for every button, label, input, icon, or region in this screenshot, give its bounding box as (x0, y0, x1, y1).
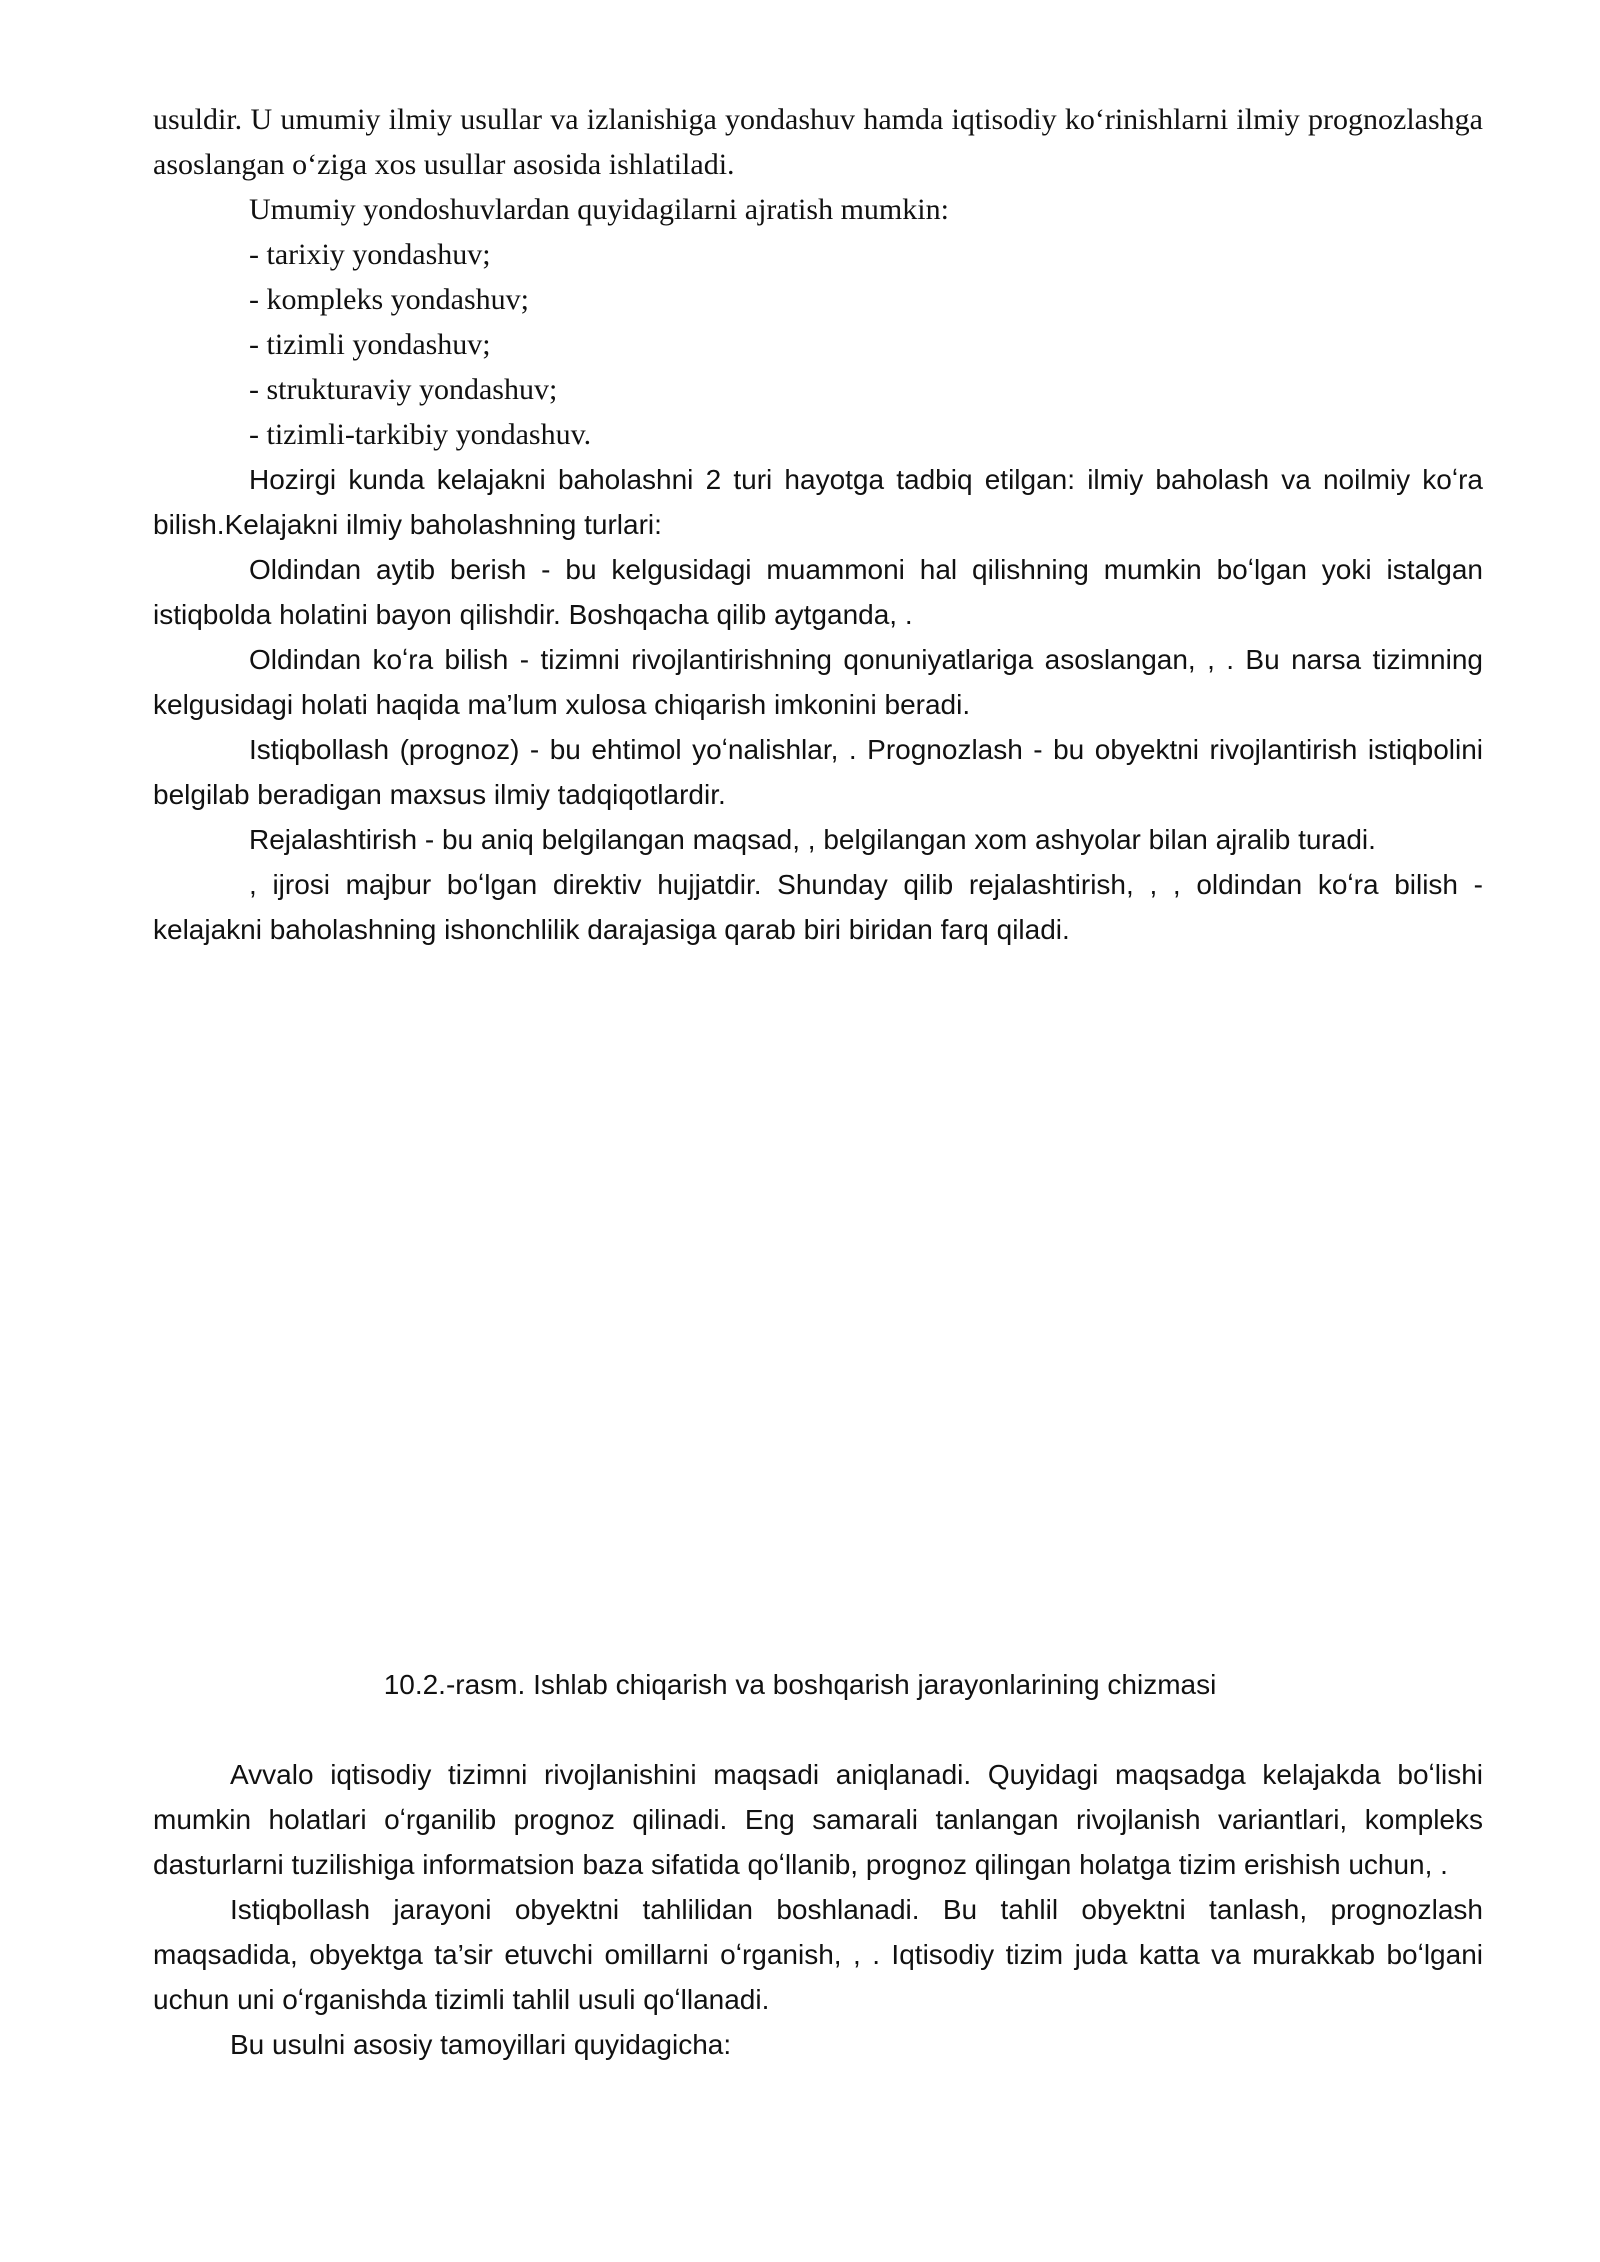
body-paragraph: Oldindan aytib berish - bu kelgusidagi muammoni hal qilishning mumkin boʻlgan yoki istalgan istiqbolda holatini bayon qilishdir. Boshqacha qilib aytganda, . (153, 554, 1483, 630)
body-paragraph: Istiqbollash (prognoz) - bu ehtimol yoʻnalishlar, . Prognozlash - bu obyektni rivojlantirish istiqbolini belgilab beradigan maxsus ilmiy tadqiqotlardir. (153, 734, 1483, 810)
approach-list-item: - strukturaviy yondashuv; (249, 373, 558, 406)
body-paragraph: Bu usulni asosiy tamoyillari quyidagicha: (230, 2029, 732, 2060)
body-paragraph: Avvalo iqtisodiy tizimni rivojlanishini maqsadi aniqlanadi. Quyidagi maqsadga kelajakda boʻlishi mumkin holatlari oʻrganilib prognoz qilinadi. Eng samarali tanlangan rivojlanish variantlari, kompleks dasturlarni tuzilishiga informatsion baza sifatida qoʻllanib, prognoz qilingan holatga tizim erishish uchun, . (153, 1759, 1483, 1880)
body-paragraph: Oldindan koʻra bilish - tizimni rivojlantirishning qonuniyatlariga asoslangan, , . Bu narsa tizimning kelgusidagi holati haqida ma’lum xulosa chiqarish imkonini beradi. (153, 644, 1483, 720)
approaches-lead: Umumiy yondoshuvlardan quyidagilarni ajratish mumkin: (249, 193, 949, 226)
body-paragraph: Hozirgi kunda kelajakni baholashni 2 turi hayotga tadbiq etilgan: ilmiy baholash va noilmiy koʻra bilish.Kelajakni ilmiy baholashning turlari: (153, 464, 1483, 540)
body-paragraph: Istiqbollash jarayoni obyektni tahlilidan boshlanadi. Bu tahlil obyektni tanlash, prognozlash maqsadida, obyektga ta’sir etuvchi omillarni oʻrganish, , . Iqtisodiy tizim juda katta va murakkab boʻlgani uchun uni oʻrganishda tizimli tahlil usuli qoʻllanadi. (153, 1894, 1483, 2015)
approach-list-item: - tizimli-tarkibiy yondashuv. (249, 418, 592, 451)
approach-list-item: - tizimli yondashuv; (249, 328, 491, 361)
intro-paragraph: usuldir. U umumiy ilmiy usullar va izlanishiga yondashuv hamda iqtisodiy koʻrinishlarni ilmiy prognozlashga asoslangan oʻziga xos usullar asosida ishlatiladi. (153, 103, 1483, 181)
approach-list-item: - kompleks yondashuv; (249, 283, 529, 316)
approach-list-item: - tarixiy yondashuv; (249, 238, 491, 271)
body-paragraph: Rejalashtirish - bu aniq belgilangan maqsad, , belgilangan xom ashyolar bilan ajralib turadi. (249, 824, 1376, 855)
body-paragraph: , ijrosi majbur boʻlgan direktiv hujjatdir. Shunday qilib rejalashtirish, , , oldindan koʻra bilish - kelajakni baholashning ishonchlilik darajasiga qarab biri biridan farq qiladi. (153, 869, 1483, 945)
bottom-text-section (153, 1752, 1483, 2067)
top-text-section (153, 97, 1483, 952)
figure-caption: 10.2.-rasm. Ishlab chiqarish va boshqarish jarayonlarining chizmasi (383, 1669, 1217, 1700)
